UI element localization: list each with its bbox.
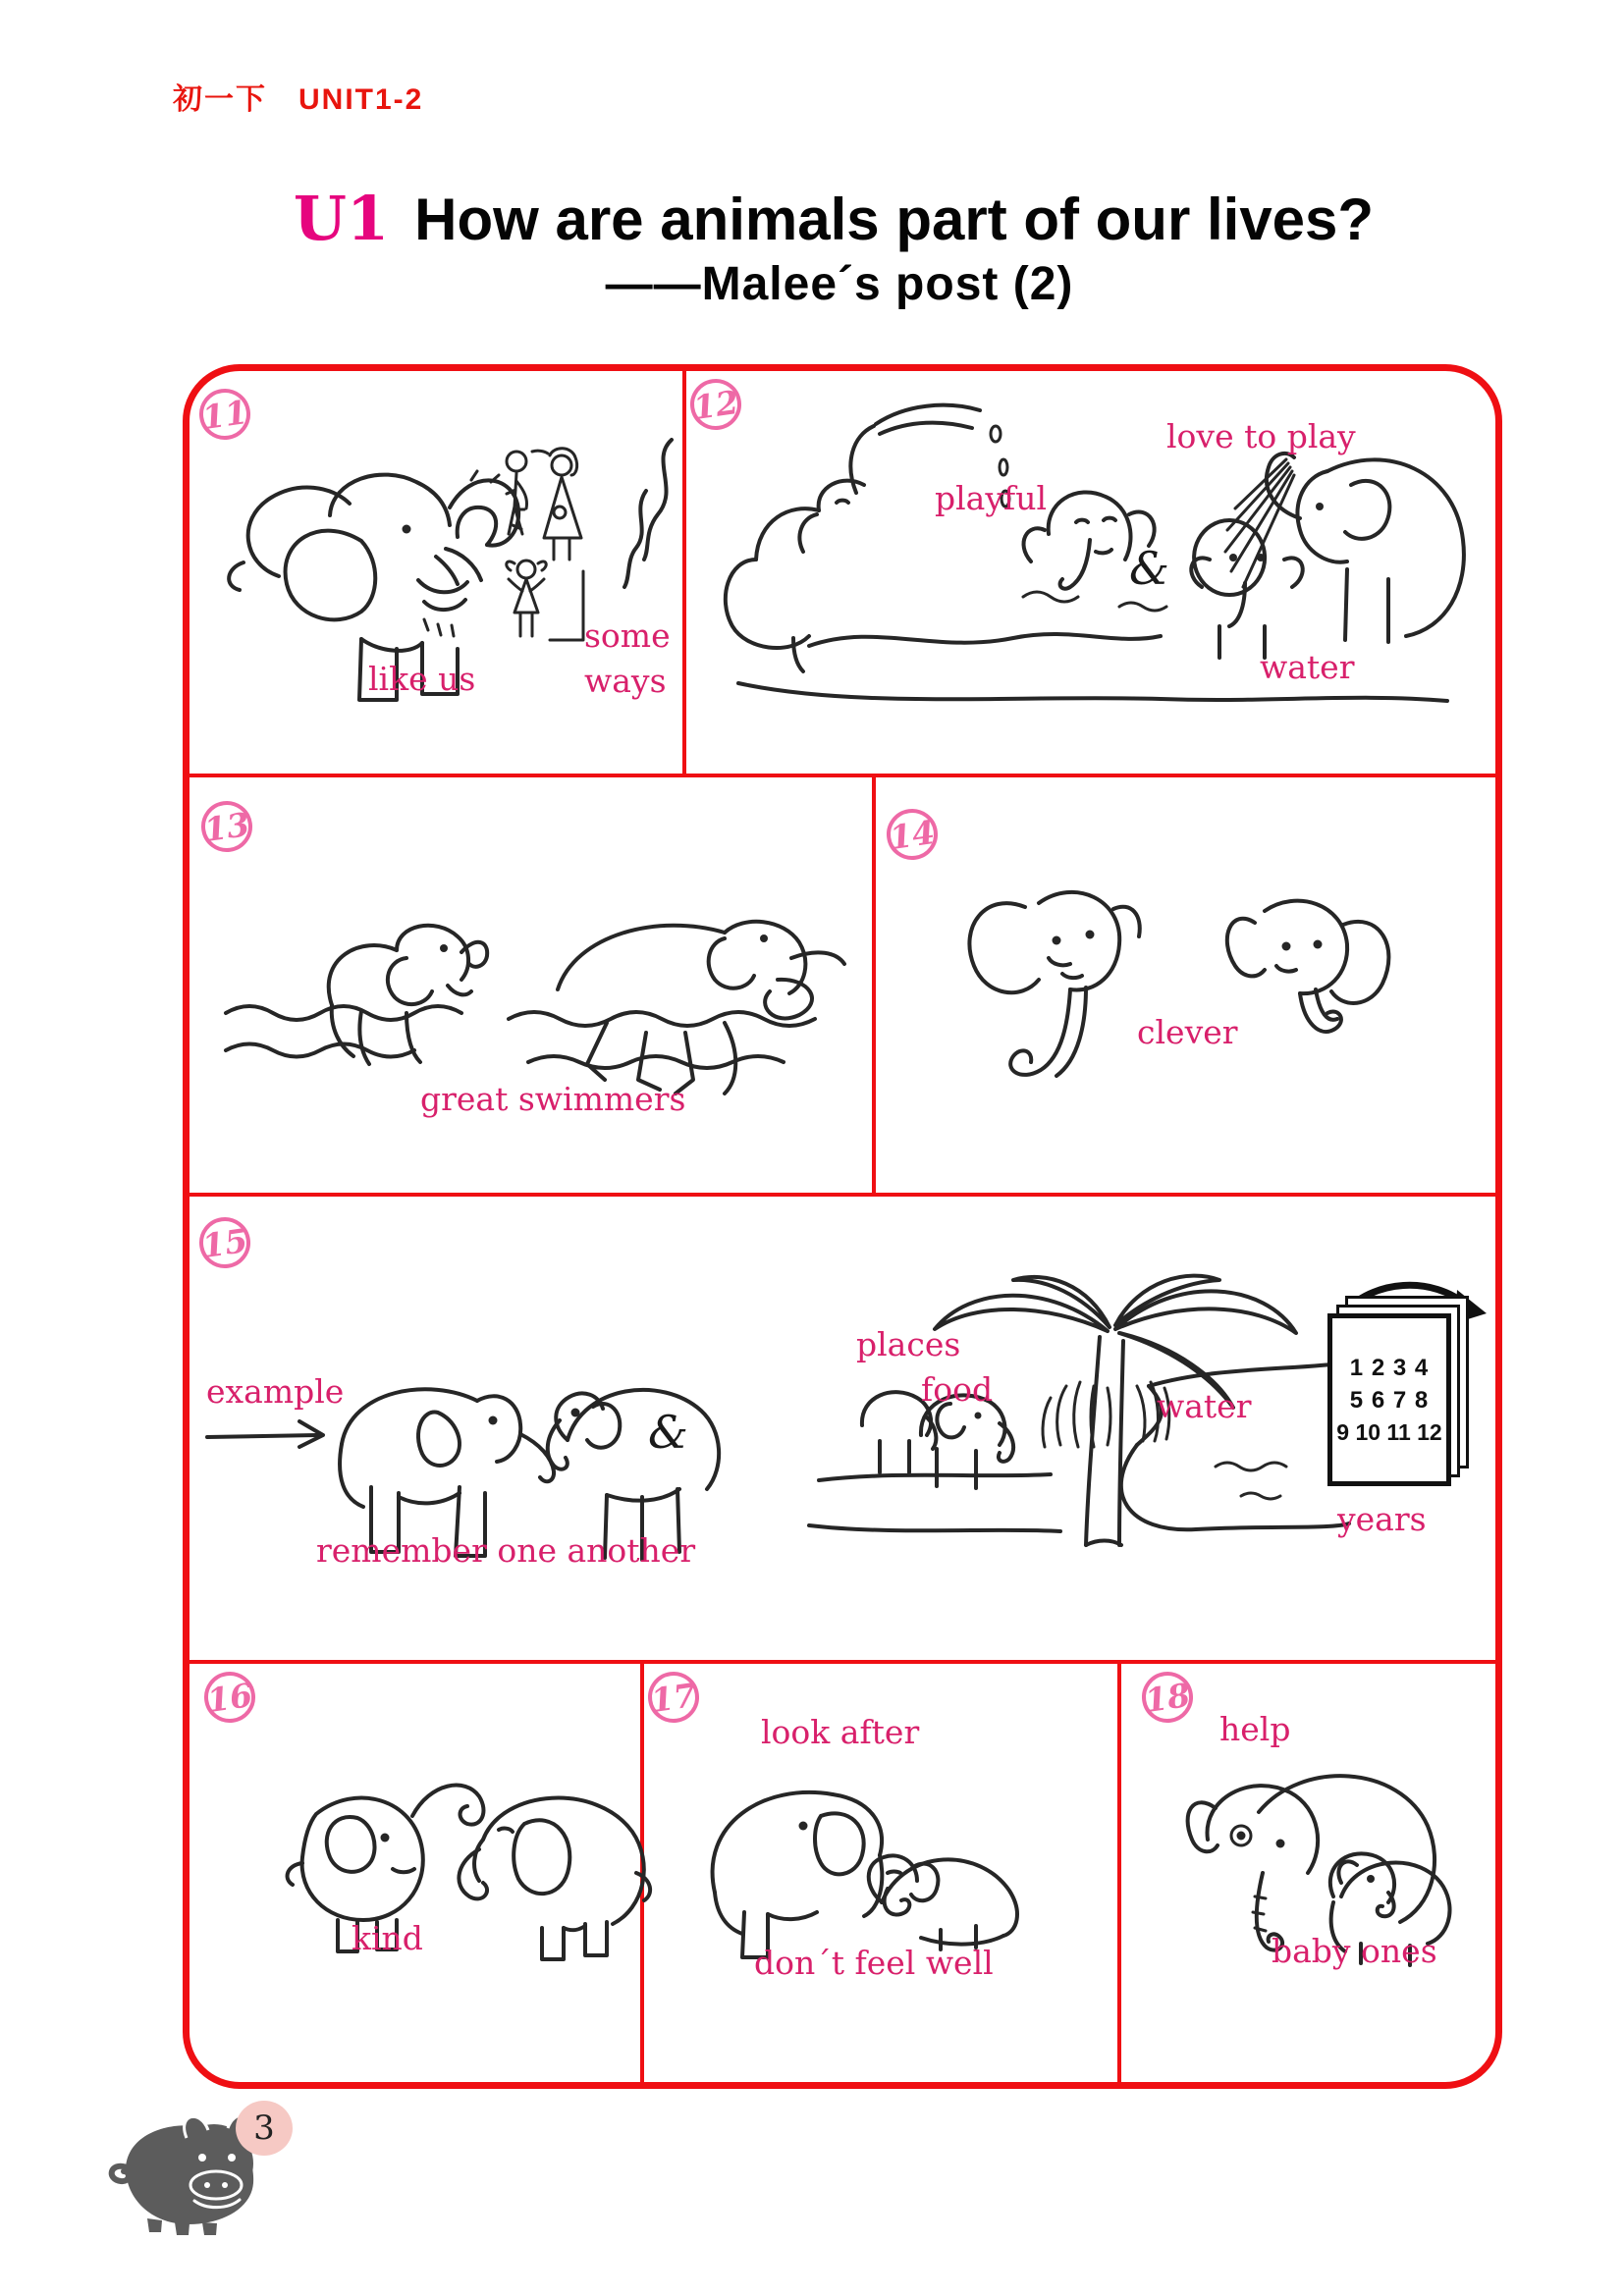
col-divider-17-18: [1117, 1664, 1121, 2082]
calendar-row: 1 2 3 4: [1349, 1354, 1430, 1381]
label-great-swimmers: great swimmers: [420, 1080, 686, 1118]
elephants-playing-water-drawing: [699, 412, 1485, 719]
label-remember-one-another: remember one another: [316, 1531, 696, 1570]
label-years: years: [1337, 1500, 1427, 1538]
label-kind: kind: [352, 1919, 423, 1957]
label-love-to-play: love to play: [1166, 417, 1356, 455]
label-water: water: [1260, 648, 1355, 686]
elephant-caring-sick-baby-drawing: [685, 1765, 1078, 1973]
calendar-pages-icon: [1327, 1313, 1451, 1486]
row-divider-1: [189, 774, 1495, 777]
page-header: 初一下 UNIT1-2: [173, 83, 424, 116]
title-row: [22, 183, 1624, 254]
panel-11-number: 11: [196, 386, 254, 444]
page-number: 3: [253, 2109, 275, 2148]
panel-17-number: 17: [645, 1669, 703, 1727]
ampersand-symbol: &: [1129, 542, 1169, 595]
label-dont-feel-well: don´t feel well: [754, 1944, 994, 1982]
label-food: food: [921, 1370, 994, 1409]
panel-13-number: 13: [198, 798, 256, 856]
panel-18-number: 18: [1139, 1669, 1197, 1727]
panel-15-number: 15: [196, 1214, 254, 1272]
row-divider-3: [189, 1660, 1495, 1664]
label-example: example: [206, 1372, 345, 1411]
label-like-us: like us: [368, 660, 476, 698]
label-places: places: [856, 1325, 961, 1363]
elephant-heads-drawing: [931, 864, 1441, 1114]
label-help: help: [1219, 1710, 1291, 1748]
calendar-row: 9 10 11 12: [1336, 1418, 1442, 1445]
ampersand-symbol: &: [648, 1406, 688, 1459]
label-baby-ones: baby ones: [1272, 1932, 1437, 1970]
label-clever: clever: [1137, 1013, 1238, 1051]
label-ways: ways: [584, 662, 667, 700]
label-playful: playful: [935, 479, 1048, 517]
palm-tree-river-elephants-drawing: [803, 1239, 1353, 1568]
panel-14-number: 14: [884, 806, 942, 864]
row-divider-2: [189, 1193, 1495, 1197]
squiggle-marks-drawing: [617, 430, 695, 612]
panel-12-number: 12: [687, 376, 745, 434]
unit-badge: U1: [293, 183, 390, 254]
calendar-row: 5 6 7 8: [1349, 1386, 1430, 1414]
label-water: water: [1157, 1387, 1252, 1425]
page-title: How are animals part of our lives?: [414, 187, 1375, 252]
kind-elephants-drawing: [247, 1755, 670, 1971]
panel-16-number: 16: [201, 1669, 259, 1727]
page-number-badge: [236, 2101, 293, 2156]
label-some: some: [584, 616, 671, 655]
page-subtitle: ——Malee´s post (2): [605, 258, 1074, 310]
label-look-after: look after: [761, 1713, 920, 1751]
